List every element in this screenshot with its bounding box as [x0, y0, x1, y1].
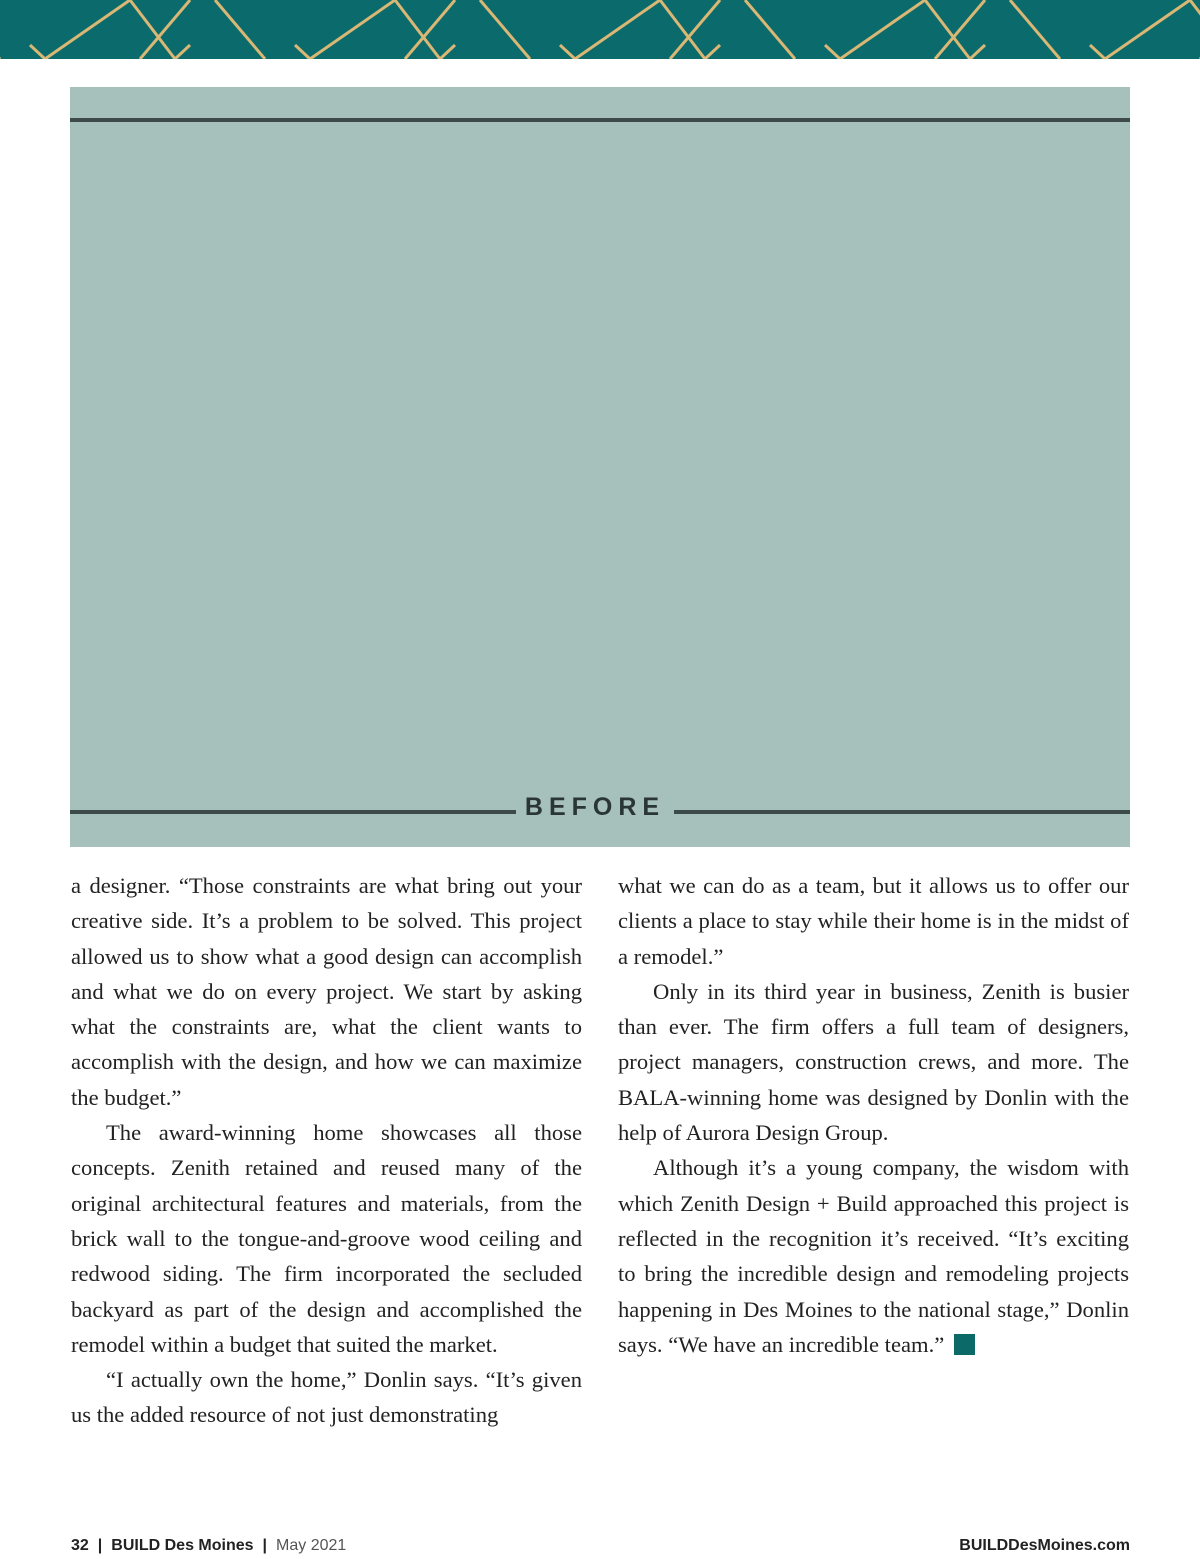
paragraph-text: Although it’s a young company, the wisdom with which Zenith Design + Build approached this project is reflected in the recognition it’s received. “It’s exciting to bring the incredible design and remodeling projects happening in Des Moines to the national stage,” Donlin says. “We have an incredible team.”	[618, 1155, 1129, 1357]
paragraph: The award-winning home showcases all those concepts. Zenith retained and reused many of the original architectural features and materials, from the brick wall to the tongue-and-groove wood ceiling and redwood siding. The firm incorporated the secluded backyard as part of the design and accomplished the remodel within a budget that suited the market.	[71, 1120, 582, 1357]
article-column-right	[618, 868, 1129, 1362]
photo-top-rule	[70, 118, 1130, 122]
footer-left	[71, 1537, 346, 1555]
photo-caption-rule-left	[70, 810, 516, 814]
issue-date: May 2021	[276, 1537, 347, 1554]
article-column-left	[71, 868, 582, 1433]
paragraph: what we can do as a team, but it allows us to offer our clients a place to stay while their home is in the midst of a remodel.”	[618, 873, 1129, 969]
before-photo	[70, 87, 1130, 847]
page-footer	[71, 1537, 1130, 1559]
header-pattern-banner	[0, 0, 1200, 59]
page-number: 32	[71, 1537, 89, 1554]
footer-separator: |	[262, 1537, 268, 1554]
website-url: BUILDDesMoines.com	[959, 1537, 1130, 1554]
paragraph-final	[618, 1150, 1129, 1362]
geometric-pattern-graphic	[0, 0, 1200, 59]
footer-separator: |	[97, 1537, 103, 1554]
paragraph: Only in its third year in business, Zenith is busier than ever. The firm offers a full team of designers, project managers, construction crews, and more. The BALA-winning home was designed by Donlin with the help of Aurora Design Group.	[618, 978, 1129, 1146]
before-label: BEFORE	[524, 793, 666, 821]
paragraph: a designer. “Those constraints are what bring out your creative side. It’s a problem to be solved. This project allowed us to show what a good design can accomplish and what we do on every project. We start by asking what the constraints are, what the client wants to accomplish with the design, and how we can maximize the budget.”	[71, 873, 582, 1110]
publication-name: BUILD Des Moines	[111, 1537, 254, 1554]
end-of-article-mark: B	[954, 1334, 975, 1355]
paragraph: “I actually own the home,” Donlin says. “It’s given us the added resource of not just demonstrating	[71, 1367, 582, 1428]
photo-caption-rule-right	[674, 810, 1130, 814]
